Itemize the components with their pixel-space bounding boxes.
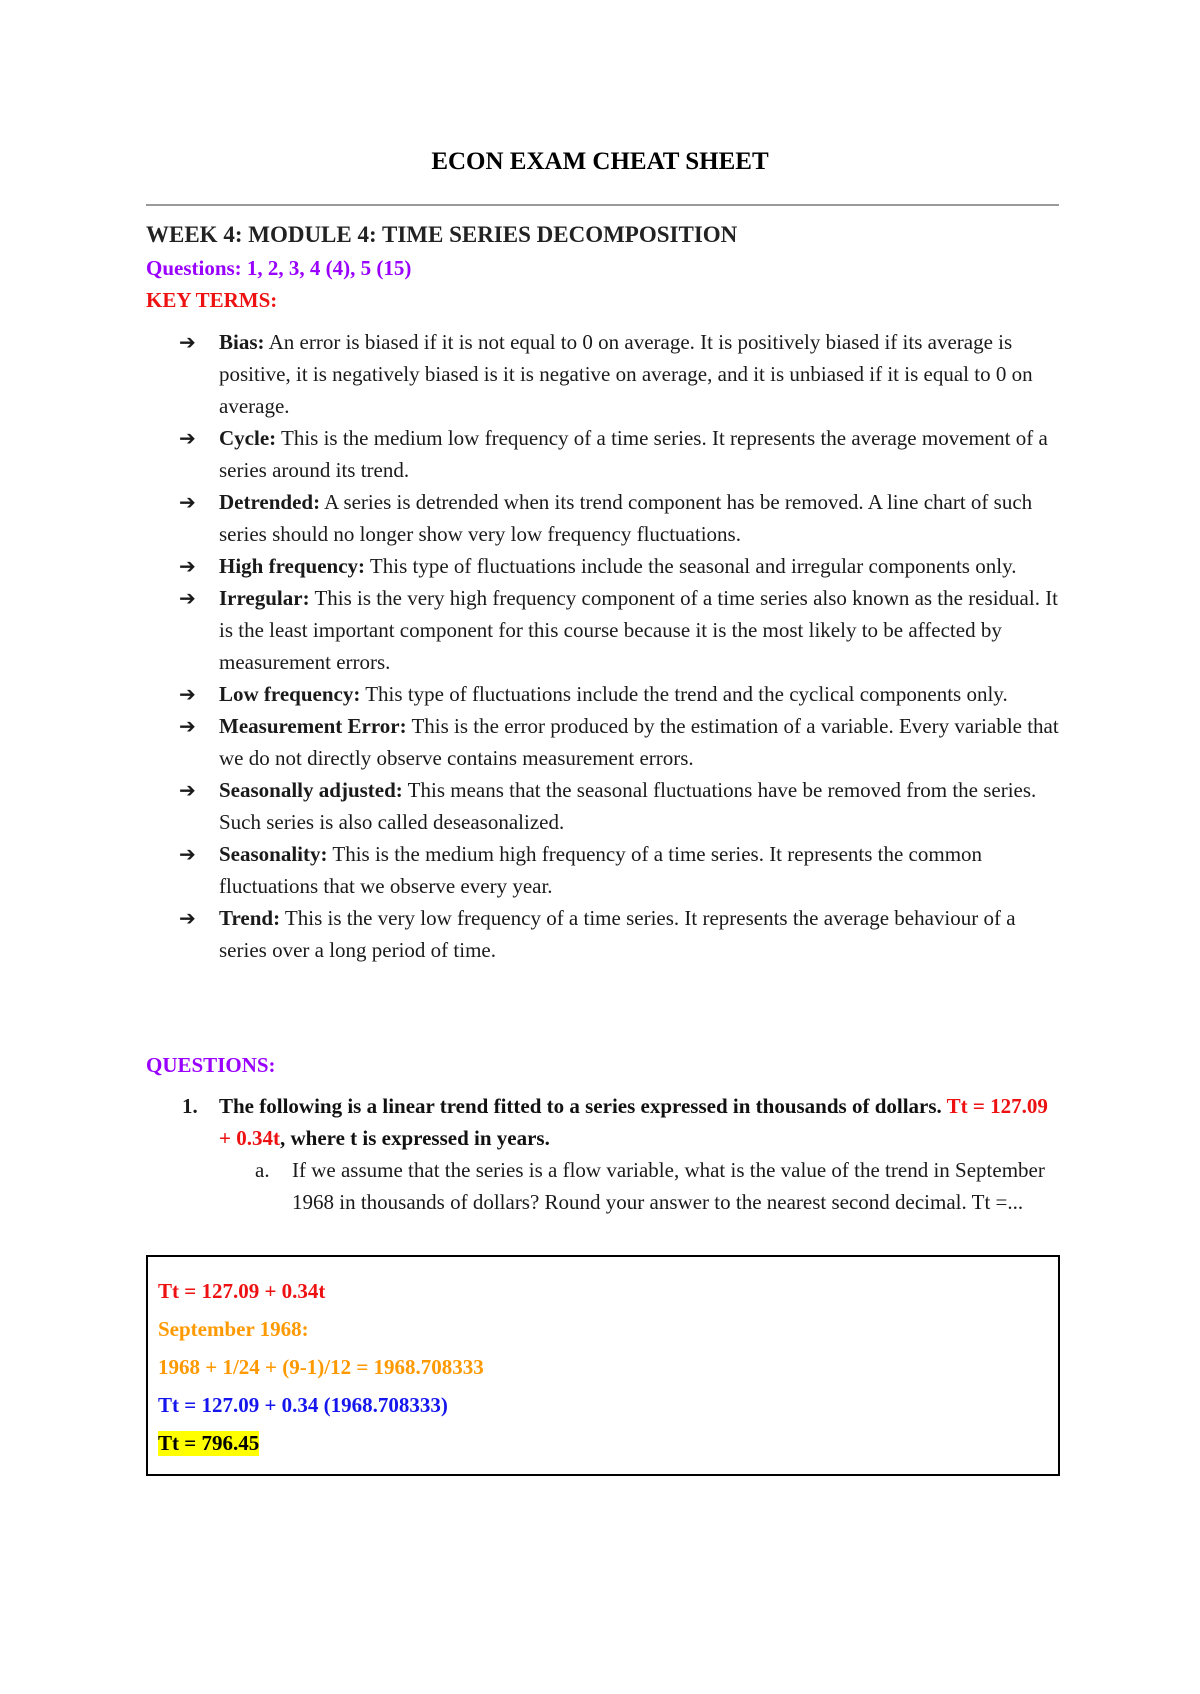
term-name: Measurement Error: xyxy=(219,714,407,738)
week-heading: WEEK 4: MODULE 4: TIME SERIES DECOMPOSITION xyxy=(146,222,738,247)
arrow-right-icon: ➔ xyxy=(179,714,196,738)
key-terms-list xyxy=(0,326,1059,966)
term-name: Cycle: xyxy=(219,426,277,450)
arrow-right-icon: ➔ xyxy=(179,682,196,706)
key-terms-label: KEY TERMS: xyxy=(146,288,278,312)
arrow-right-icon: ➔ xyxy=(179,554,196,578)
question-1-text xyxy=(219,1090,1064,1154)
term-item-measurement-error xyxy=(0,710,1059,774)
term-definition: This is the very low frequency of a time series. It represents the average behaviour of a series over a long period of time. xyxy=(219,906,1016,962)
answer-date-calculation: 1968 + 1/24 + (9-1)/12 = 1968.708333 xyxy=(158,1355,484,1379)
part-letter: a. xyxy=(255,1158,270,1182)
question-1-intro: The following is a linear trend fitted to a series expressed in thousands of dollars. xyxy=(219,1094,942,1118)
questions-list-line: Questions: 1, 2, 3, 4 (4), 5 (15) xyxy=(146,256,412,280)
term-name: Trend: xyxy=(219,906,281,930)
answer-result: Tt = 796.45 xyxy=(158,1431,260,1455)
term-definition: An error is biased if it is not equal to 0 on average. It is positively biased if its average is positive, it is negatively biased is it is negative on average, and it is unbiased if it is equal to 0 on average. xyxy=(219,330,1033,418)
trend-formula: Tt = 127.09 + 0.34t xyxy=(219,1094,1048,1150)
term-definition: This type of fluctuations include the trend and the cyclical components only. xyxy=(360,682,1008,706)
term-item-detrended xyxy=(0,486,1059,550)
term-name: Low frequency: xyxy=(219,682,361,706)
term-name: High frequency: xyxy=(219,554,366,578)
answer-box xyxy=(146,1255,1060,1476)
term-definition: This means that the seasonal fluctuations have be removed from the series. Such series is also called deseasonalized. xyxy=(219,778,1037,834)
term-item-low-frequency xyxy=(0,678,1059,710)
answer-date-label: September 1968: xyxy=(158,1317,309,1341)
question-number: 1. xyxy=(182,1094,198,1118)
answer-formula: Tt = 127.09 + 0.34t xyxy=(158,1279,326,1303)
question-1-suffix: , where t is expressed in years. xyxy=(279,1126,550,1150)
term-item-high-frequency xyxy=(0,550,1059,582)
title-divider xyxy=(146,204,1059,206)
term-definition: A series is detrended when its trend component has be removed. A line chart of such series should no longer show very low frequency fluctuations. xyxy=(219,490,1033,546)
arrow-right-icon: ➔ xyxy=(179,426,196,450)
part-a-text: If we assume that the series is a flow variable, what is the value of the trend in September 1968 in thousands of dollars? Round your answer to the nearest second decimal. Tt =... xyxy=(292,1158,1045,1214)
term-name: Bias: xyxy=(219,330,265,354)
term-name: Detrended: xyxy=(219,490,321,514)
term-item-seasonally-adjusted xyxy=(0,774,1059,838)
term-item-irregular xyxy=(0,582,1059,678)
document-title: ECON EXAM CHEAT SHEET xyxy=(431,148,769,175)
term-definition: This is the medium low frequency of a time series. It represents the average movement of a series around its trend. xyxy=(219,426,1048,482)
term-item-trend xyxy=(0,902,1059,966)
term-name: Seasonally adjusted: xyxy=(219,778,403,802)
arrow-right-icon: ➔ xyxy=(179,906,196,930)
arrow-right-icon: ➔ xyxy=(179,490,196,514)
answer-substitution: Tt = 127.09 + 0.34 (1968.708333) xyxy=(158,1393,448,1417)
arrow-right-icon: ➔ xyxy=(179,586,196,610)
term-item-bias xyxy=(0,326,1059,422)
term-item-seasonality xyxy=(0,838,1059,902)
term-name: Seasonality: xyxy=(219,842,328,866)
term-definition: This is the medium high frequency of a time series. It represents the common fluctuations that we observe every year. xyxy=(219,842,983,898)
term-definition: This is the very high frequency component of a time series also known as the residual. It is the least important component for this course because it is the most likely to be affected by measurement errors. xyxy=(219,586,1059,674)
term-item-cycle xyxy=(0,422,1059,486)
arrow-right-icon: ➔ xyxy=(179,330,196,354)
questions-heading: QUESTIONS: xyxy=(146,1053,276,1077)
term-definition: This type of fluctuations include the seasonal and irregular components only. xyxy=(365,554,1017,578)
term-definition: This is the error produced by the estimation of a variable. Every variable that we do not directly observe contains measurement errors. xyxy=(219,714,1059,770)
arrow-right-icon: ➔ xyxy=(179,778,196,802)
arrow-right-icon: ➔ xyxy=(179,842,196,866)
term-name: Irregular: xyxy=(219,586,310,610)
